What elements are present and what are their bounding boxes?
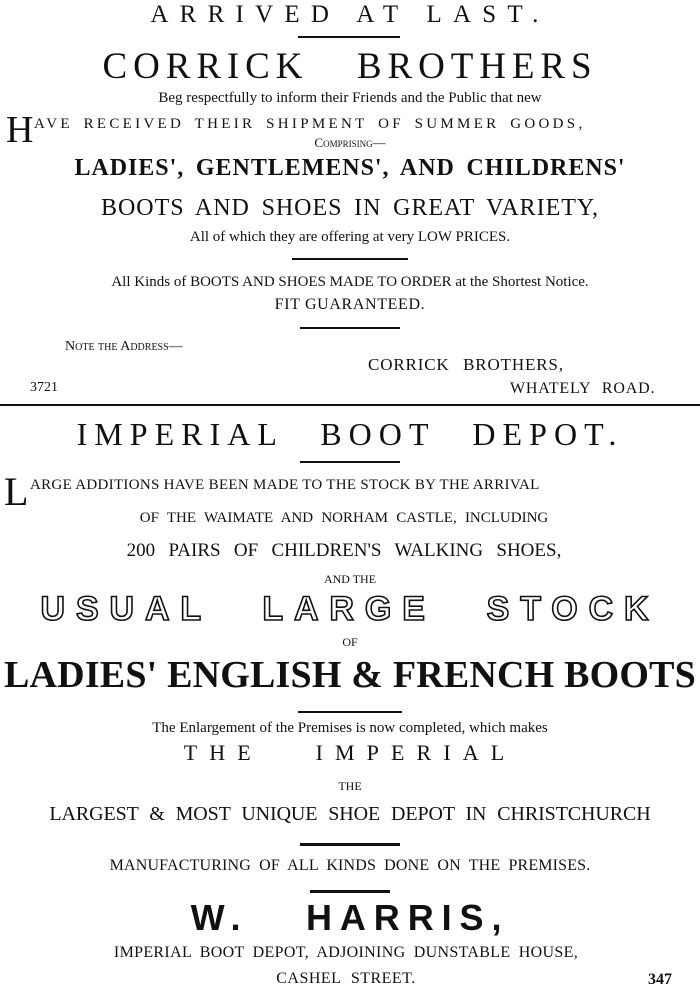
divider bbox=[300, 461, 400, 463]
ad1-fit-line: FIT GUARANTEED. bbox=[274, 296, 426, 313]
ad2-enlargement-line: The Enlargement of the Premises is now completed, which makes bbox=[152, 720, 548, 736]
page-number: 347 bbox=[648, 971, 672, 988]
ad1-prices-line: All of which they are offering at very LOW PRICES. bbox=[189, 229, 511, 245]
ad1-ladies-line: LADIES', GENTLEMENS', AND CHILDRENS' bbox=[74, 155, 626, 181]
ad1-headline: ARRIVED AT LAST. bbox=[150, 1, 550, 28]
divider bbox=[300, 843, 400, 846]
ad2-pairs-line: 200 PAIRS OF CHILDREN'S WALKING SHOES, bbox=[126, 540, 562, 561]
divider bbox=[310, 890, 390, 893]
ad1-firm-name: CORRICK BROTHERS bbox=[102, 46, 598, 87]
ad2-largest-line: LARGEST & MOST UNIQUE SHOE DEPOT IN CHRISTCHURCH bbox=[49, 803, 651, 825]
ad2-english-french: LADIES' ENGLISH & FRENCH BOOTS bbox=[4, 654, 696, 696]
ad2-additions-line: ARGE ADDITIONS HAVE BEEN MADE TO THE STOCK BY THE ARRIVAL bbox=[30, 477, 540, 493]
ad2-ships-line: OF THE WAIMATE AND NORHAM CASTLE, INCLUDING bbox=[139, 510, 549, 526]
ad2-of: OF bbox=[342, 635, 358, 649]
ad2-the: THE bbox=[338, 779, 362, 793]
ad2-location-line: IMPERIAL BOOT DEPOT, ADJOINING DUNSTABLE HOUSE, bbox=[113, 944, 579, 961]
ad1-received-line: AVE RECEIVED THEIR SHIPMENT OF SUMMER GOODS, bbox=[34, 116, 586, 132]
section-separator bbox=[0, 404, 700, 406]
ad2-proprietor-name: W. HARRIS, bbox=[190, 897, 510, 938]
divider bbox=[292, 258, 408, 260]
ad2-manufacturing-line: MANUFACTURING OF ALL KINDS DONE ON THE PREMISES. bbox=[109, 857, 591, 874]
ad2-the-imperial: THE IMPERIAL bbox=[183, 740, 517, 765]
divider bbox=[300, 327, 400, 329]
ad1-order-line: All Kinds of BOOTS AND SHOES MADE TO ORDER at the Shortest Notice. bbox=[111, 274, 589, 290]
ad2-drop-initial: L bbox=[4, 469, 29, 514]
ad1-boots-line: BOOTS AND SHOES IN GREAT VARIETY, bbox=[101, 195, 599, 221]
ad2-and-the: AND THE bbox=[323, 572, 377, 586]
divider bbox=[298, 711, 402, 713]
ad1-comprising: Comprising— bbox=[314, 135, 386, 150]
ad2-usual-stock: USUAL LARGE STOCK bbox=[40, 590, 660, 628]
ad2-street-line: CASHEL STREET. bbox=[276, 970, 416, 987]
ad1-drop-initial: H bbox=[6, 109, 34, 151]
ad1-intro: Beg respectfully to inform their Friends and the Public that new bbox=[158, 90, 542, 106]
ad2-headline: IMPERIAL BOOT DEPOT. bbox=[76, 416, 624, 452]
divider bbox=[298, 36, 400, 38]
ad1-note: Note the Address— bbox=[65, 339, 183, 354]
ad1-address-name: CORRICK BROTHERS, bbox=[368, 355, 564, 374]
ad1-address-street: WHATELY ROAD. bbox=[510, 380, 656, 397]
ad1-reference-number: 3721 bbox=[30, 380, 58, 395]
